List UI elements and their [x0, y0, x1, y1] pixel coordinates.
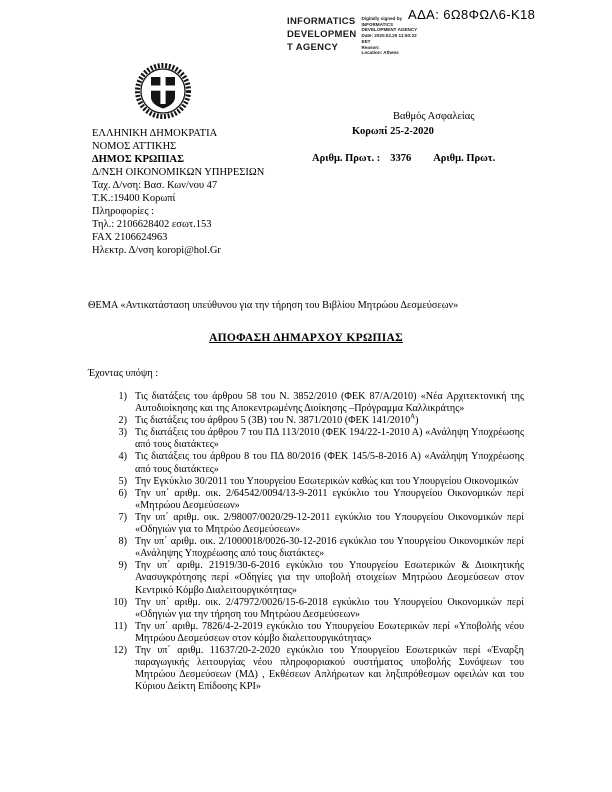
list-item: [99, 415, 524, 427]
protocol-label: Αριθμ. Πρωτ. :: [312, 153, 381, 164]
list-item-text: Την υπ΄ αριθμ. 11637/20-2-2020 εγκύκλιο του Υπουργείου Εσωτερικών περί «Έναρξη παραγωγικής λειτουργίας νέου πληροφοριακού συστήματος υποβολής Συνόψεων του Μητρώου Δεσμεύσεων (ΜΔ) , Εκθέσεων Απλήρωτων και ληξιπρόθεσμων οφειλών και του Κύριου Δείκτη Επίδοσης KPI»: [135, 644, 524, 693]
list-item-text: Την υπ΄ αριθμ. οικ. 2/47972/0026/15-6-2018 εγκύκλιο του Υπουργείου Οικονομικών περί «Οδηγιών για την τήρηση του Μητρώου Δεσμεύσεων»: [135, 596, 524, 620]
list-item: [99, 427, 524, 451]
considering-list: [99, 391, 524, 693]
list-item-number: 11): [113, 620, 127, 632]
decision-title: [0, 332, 612, 344]
stamp-agency-name: [287, 15, 357, 54]
list-item-number: 8): [118, 536, 127, 548]
stamp-agency-line: DEVELOPMEN: [287, 29, 357, 40]
greek-coat-of-arms-icon: [131, 61, 195, 121]
directorate-line: Δ/ΝΣΗ ΟΙΚΟΝΟΜΙΚΩΝ ΥΠΗΡΕΣΙΩΝ: [92, 167, 265, 178]
stamp-detail-line: Reason:: [361, 44, 380, 50]
list-item-text: Την υπ΄ αριθμ. οικ. 2/64542/0094/13-9-2011 εγκύκλιο του Υπουργείου Οικονομικών περί «Μητρώου Δεσμεύσεων»: [135, 487, 524, 511]
email-line: Ηλεκτρ. Δ/νση koropi@hol.Gr: [92, 245, 221, 256]
list-item: [99, 560, 524, 596]
stamp-detail-line: Location: Athens: [361, 50, 399, 56]
list-item: [99, 512, 524, 536]
list-item-number: 3): [118, 427, 127, 439]
municipality-line: ΔΗΜΟΣ ΚΡΩΠΙΑΣ: [92, 154, 185, 165]
address-line: Ταχ. Δ/νση: Βασ. Κων/νου 47: [92, 180, 218, 191]
decision-title-text: ΑΠΟΦΑΣΗ ΔΗΜΑΡΧΟΥ ΚΡΩΠΙΑΣ: [209, 332, 403, 344]
list-item-number: 4): [118, 451, 127, 463]
list-item: [99, 597, 524, 621]
place-date-line: Κορωπί 25-2-2020: [352, 126, 434, 137]
list-item-text: Την υπ΄ αριθμ. οικ. 2/1000018/0026-30-12-2016 εγκύκλιο του Υπουργείου Οικονομικών περί «Ανάληψης Υποχρέωσης από τους διατάκτες»: [135, 536, 524, 560]
info-line: Πληροφορίες :: [92, 206, 155, 217]
list-item-text: Την υπ΄ αριθμ. 7826/4-2-2019 εγκύκλιο του Υπουργείου Εσωτερικών περί «Υποβολής νέου Μητρώου Δεσμεύσεων στον κόμβο διαλειτουργικότητας»: [135, 620, 524, 644]
subject-line: ΘΕΜΑ «Αντικατάσταση υπεύθυνου για την τήρηση του Βιβλίου Μητρώου Δεσμεύσεων»: [88, 300, 459, 311]
list-item: [99, 476, 524, 488]
list-item-text: Την υπ΄ αριθμ. οικ. 2/98007/0020/29-12-2011 εγκύκλιο του Υπουργείου Οικονομικών περί «Οδηγιών για το Μητρώο Δεσμεύσεων»: [135, 511, 524, 536]
list-item: [99, 645, 524, 693]
stamp-signature-details: [362, 16, 418, 56]
list-item-number: 1): [118, 391, 127, 402]
list-item: [99, 536, 524, 560]
list-item-number: 2): [118, 415, 127, 427]
considering-intro: Έχοντας υπόψη :: [88, 368, 159, 379]
stamp-detail-line: INFORMATICS: [361, 21, 394, 27]
list-item-number: 5): [118, 475, 127, 487]
list-item-text: Τις διατάξεις του άρθρου 7 του ΠΔ 113/2010 (ΦΕΚ 194/22-1-2010 Α) «Ανάληψη Υποχρέωσης από τους διατάκτες»: [135, 427, 524, 451]
fax-line: FAX 2106624963: [92, 232, 168, 243]
stamp-agency-line: T AGENCY: [287, 42, 339, 53]
list-item: [99, 451, 524, 475]
list-item-number: 10): [113, 596, 127, 608]
list-item-number: 6): [118, 487, 127, 499]
stamp-detail-line: DEVELOPMENT AGENCY: [361, 27, 418, 33]
ada-code: ΑΔΑ: 6Ω8ΦΩΛ6-Κ18: [408, 7, 536, 22]
prefecture-line: ΝΟΜΟΣ ΑΤΤΙΚΗΣ: [92, 141, 177, 152]
list-item-number: 7): [118, 511, 127, 523]
list-item-text: Την Εγκύκλιο 30/2011 του Υπουργείου Εσωτερικών καθώς και του Υπουργείου Οικονομικών: [135, 475, 519, 487]
digital-signature-stamp: [287, 15, 417, 56]
protocol-line: [312, 153, 495, 164]
stamp-agency-line: INFORMATICS: [287, 16, 356, 27]
security-level-label: Βαθμός Ασφαλείας: [393, 111, 475, 122]
sender-header-block: [92, 127, 264, 257]
republic-line: ΕΛΛΗΝΙΚΗ ΔΗΜΟΚΡΑΤΙΑ: [92, 128, 218, 139]
list-item-text: Την υπ΄ αριθμ. 21919/30-6-2016 εγκύκλιο του Υπουργείου Εσωτερικών & Διοικητικής Ανασυγκρότησης περί «Οδηγίες για την υποβολή στοιχείων Μητρώου Δεσμεύσεων στον Κεντρικό Κόμβο Διαλειτουργικότητας»: [135, 560, 524, 596]
list-item-number: 9): [118, 560, 127, 572]
protocol-label-2: Αριθμ. Πρωτ.: [433, 153, 496, 164]
list-item: [99, 391, 524, 415]
list-item: [99, 488, 524, 512]
postal-code-line: Τ.Κ.:19400 Κορωπί: [92, 193, 176, 204]
protocol-number: 3376: [390, 153, 412, 164]
list-item-text: Τις διατάξεις του άρθρου 58 του Ν. 3852/2010 (ΦΕΚ 87/Α/2010) «Νέα Αρχιτεκτονική της Αυτοδιοίκησης και της Αποκεντρωμένης Διοίκησης –Πρόγραμμα Καλλικράτης»: [135, 391, 524, 415]
stamp-detail-line: EET: [361, 38, 371, 44]
phone-line: Τηλ.: 2106628402 εσωτ.153: [92, 219, 212, 230]
list-item-number: 12): [113, 644, 127, 656]
list-item-text: Τις διατάξεις του άρθρου 5 (3Β) του Ν. 3871/2010 (ΦΕΚ $141/2010^A$): [135, 413, 419, 427]
list-item: [99, 621, 524, 645]
stamp-detail-line: Date: 2020.02.25 11:50:22: [361, 33, 417, 39]
stamp-detail-line: Digitally signed by: [361, 16, 403, 21]
list-item-text: Τις διατάξεις του άρθρου 8 του ΠΔ 80/2016 (ΦΕΚ 145/5-8-2016 Α) «Ανάληψη Υποχρέωσης από τους διατάκτες»: [135, 451, 524, 475]
